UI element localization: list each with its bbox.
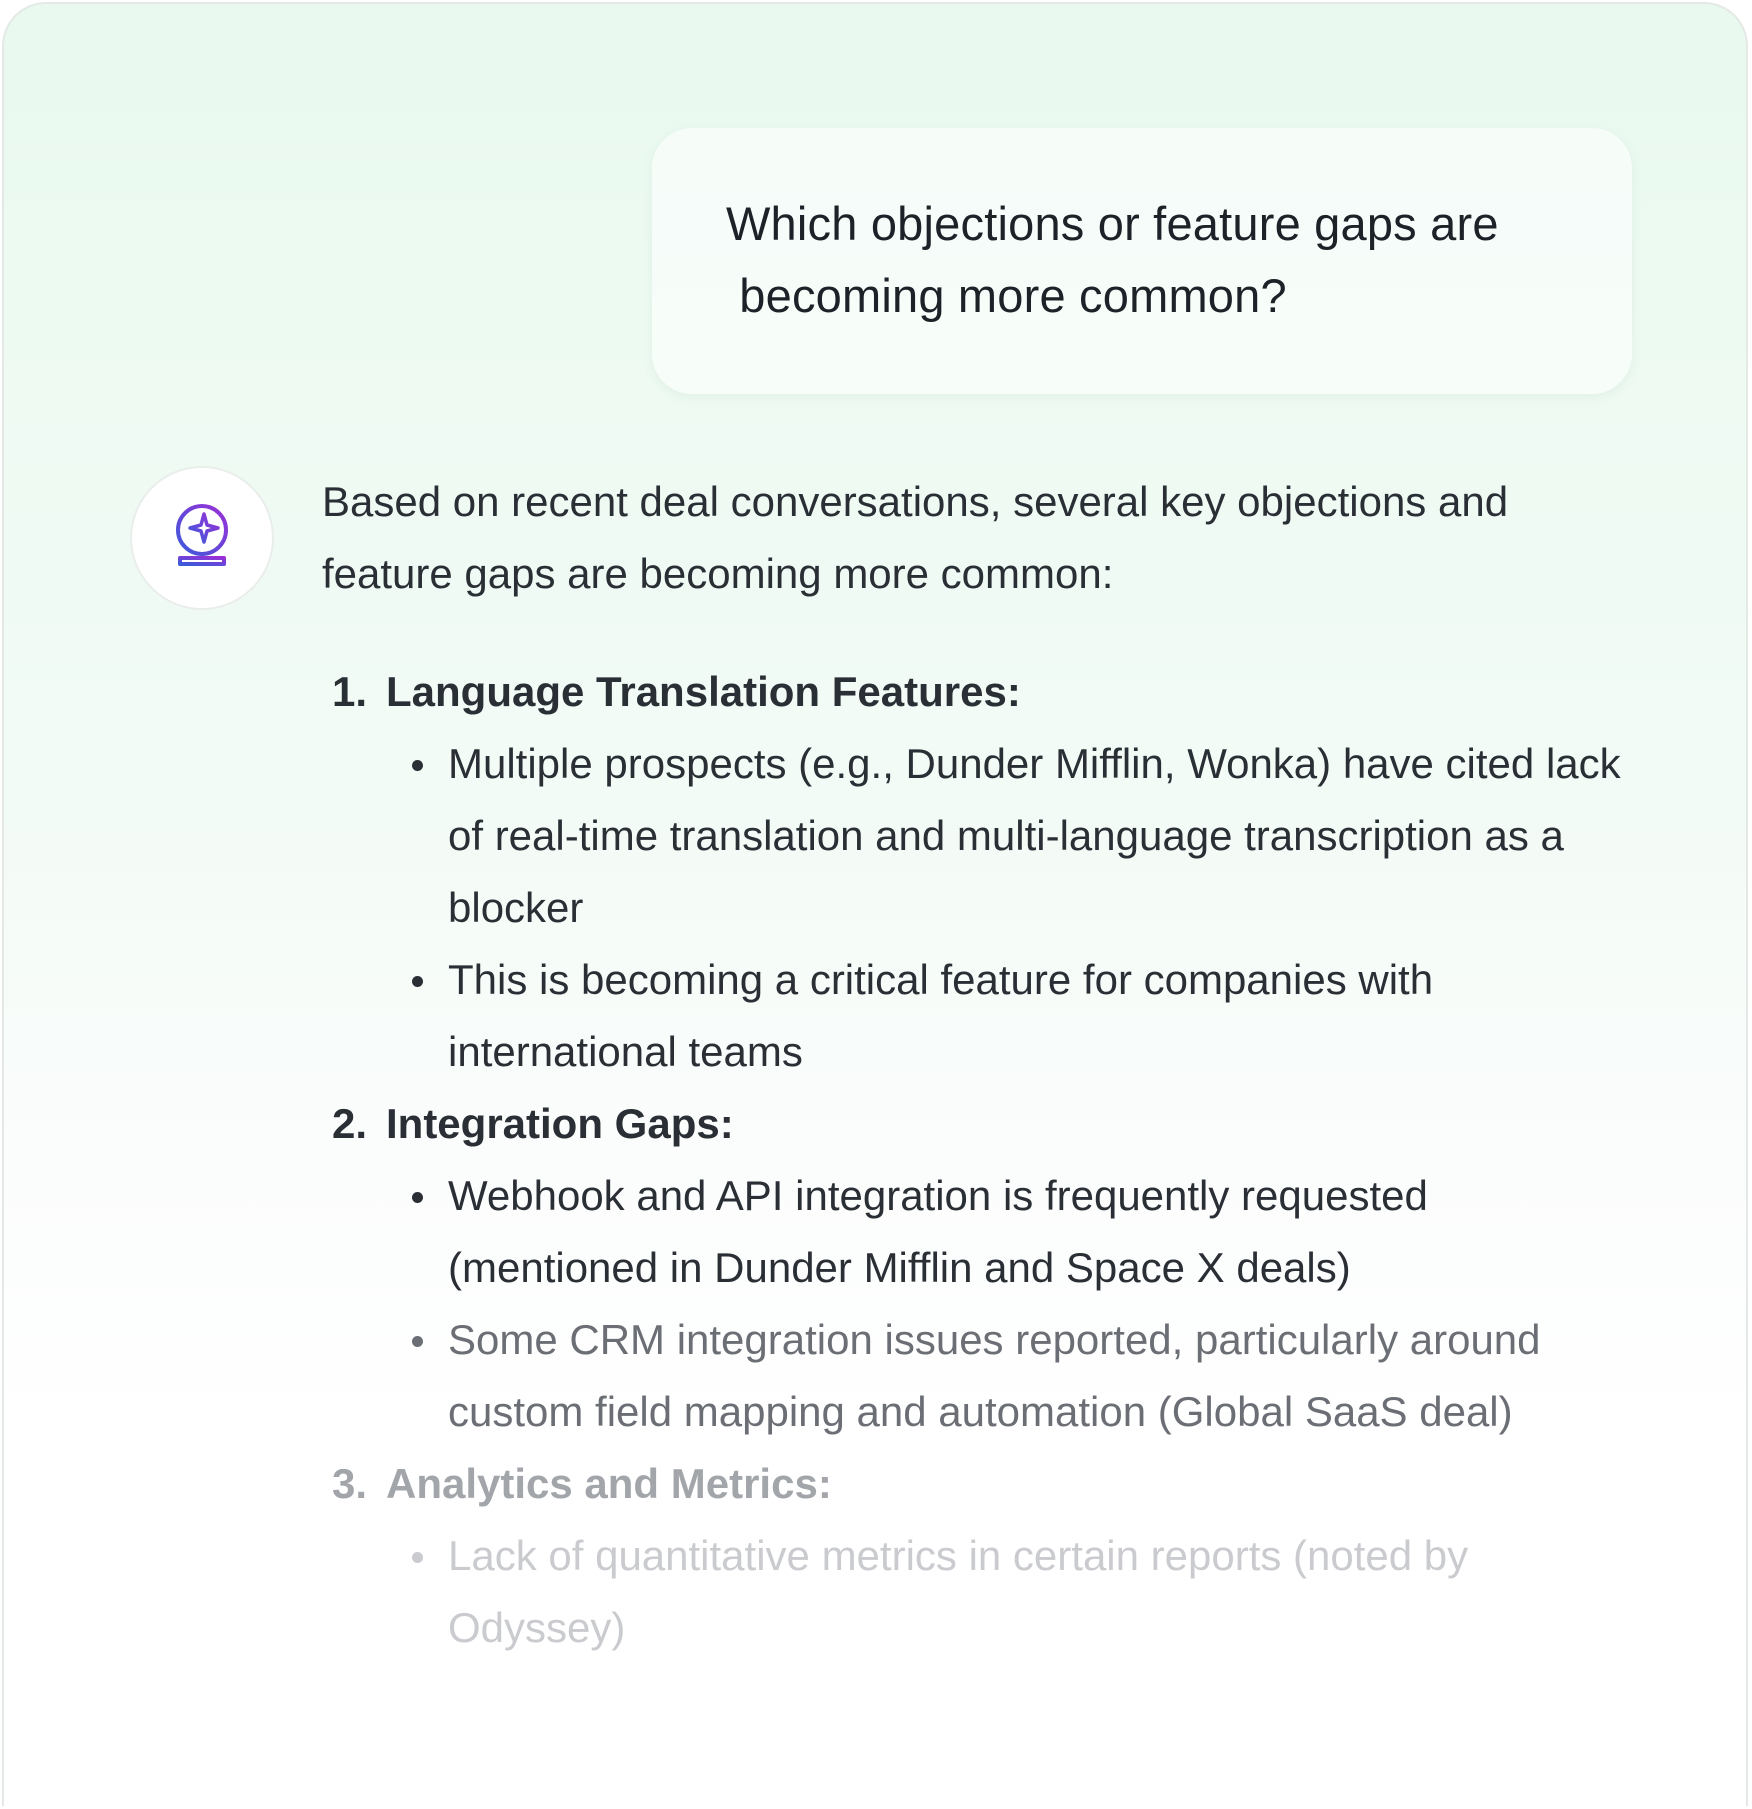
user-message-line-1: Which objections or feature gaps are (726, 197, 1499, 250)
list-item-text: This is becoming a critical feature for companies with international teams (448, 956, 1434, 1075)
user-message-bubble (652, 128, 1632, 394)
list-item (448, 728, 1642, 944)
bullet-dot (412, 976, 423, 987)
section-title: Language Translation Features: (386, 668, 1021, 715)
section-number: 2. (332, 1100, 368, 1147)
section-heading (322, 656, 1642, 728)
section-1 (322, 656, 1642, 1088)
section-number: 1. (332, 668, 368, 715)
list-item-text: Some CRM integration issues reported, particularly around custom field mapping and automation (Global SaaS deal) (448, 1316, 1541, 1435)
section-3 (322, 1448, 1642, 1664)
assistant-intro: Based on recent deal conversations, several key objections and feature gaps are becoming more common: (322, 478, 1509, 597)
list-item (448, 1520, 1642, 1664)
user-message-text (726, 188, 1562, 332)
user-message-line-2: becoming more common? (739, 269, 1287, 322)
list-item (448, 944, 1642, 1088)
section-number: 3. (332, 1460, 368, 1507)
section-heading (322, 1448, 1642, 1520)
list-item-text: Webhook and API integration is frequently requested (mentioned in Dunder Mifflin and Space X deals) (448, 1172, 1428, 1291)
bullet-dot (412, 1552, 423, 1563)
list-item (448, 1160, 1642, 1304)
bullet-dot (412, 1192, 423, 1203)
section-2 (322, 1088, 1642, 1448)
section-title: Analytics and Metrics: (386, 1460, 832, 1507)
section-title: Integration Gaps: (386, 1100, 734, 1147)
list-item-text: Multiple prospects (e.g., Dunder Mifflin, Wonka) have cited lack of real-time translation and multi-language transcription as a blocker (448, 740, 1621, 931)
bullet-dot (412, 1336, 423, 1347)
crystal-ball-sparkle-icon (164, 498, 240, 579)
chat-panel (2, 2, 1748, 1806)
list-item (448, 1304, 1642, 1448)
assistant-message (322, 466, 1642, 1664)
assistant-avatar (130, 466, 274, 610)
list-item-text: Lack of quantitative metrics in certain reports (noted by Odyssey) (448, 1532, 1469, 1651)
bullet-dot (412, 760, 423, 771)
section-heading (322, 1088, 1642, 1160)
